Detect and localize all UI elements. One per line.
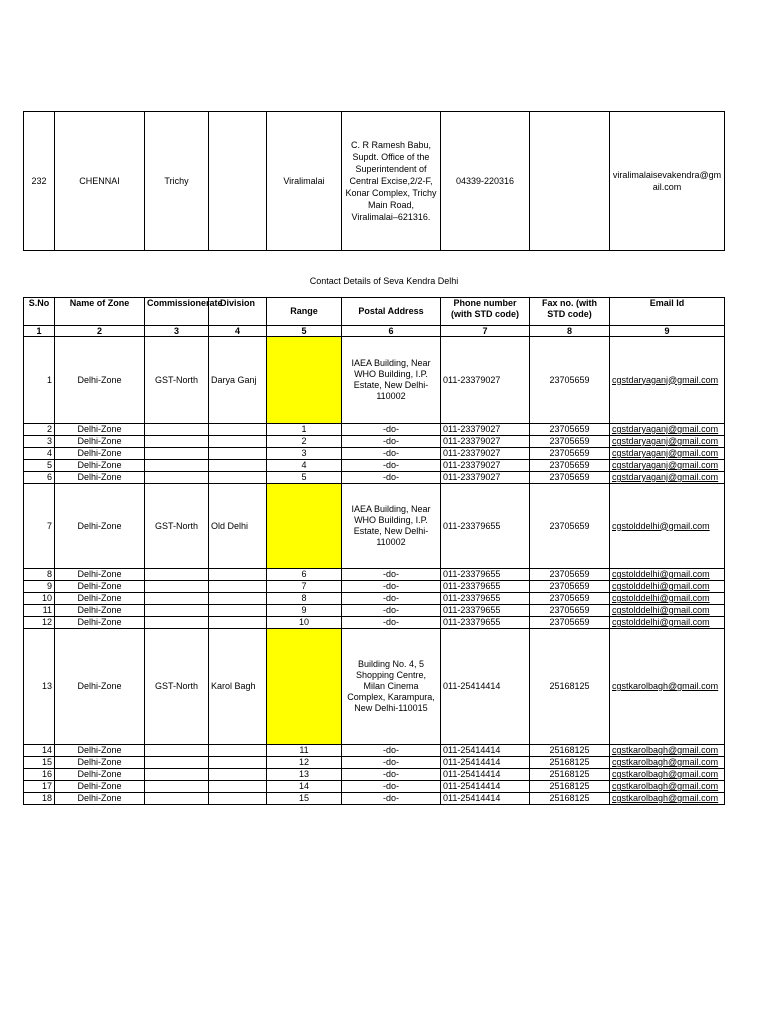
cell-fax: 23705659 xyxy=(530,424,610,436)
seva-kendra-table xyxy=(23,297,725,805)
header-range: Range xyxy=(267,298,342,326)
cell-commissionerate xyxy=(145,745,209,757)
cell-division: Karol Bagh xyxy=(209,629,267,745)
cell-sno: 232 xyxy=(24,112,55,251)
table-row xyxy=(24,337,725,424)
cell-division xyxy=(209,617,267,629)
table-row xyxy=(24,745,725,757)
cell-sno: 5 xyxy=(24,460,55,472)
cell-address: -do- xyxy=(342,605,441,617)
cell-division xyxy=(209,436,267,448)
cell-sno: 13 xyxy=(24,629,55,745)
cell-fax: 23705659 xyxy=(530,337,610,424)
cell-email[interactable]: cgstolddelhi@gmail.com xyxy=(610,617,725,629)
cell-address: IAEA Building, Near WHO Building, I.P. Estate, New Delhi-110002 xyxy=(342,337,441,424)
cell-range: 4 xyxy=(267,460,342,472)
cell-range: 10 xyxy=(267,617,342,629)
cell-division xyxy=(209,605,267,617)
cell-commissionerate xyxy=(145,424,209,436)
cell-division xyxy=(209,757,267,769)
cell-address: -do- xyxy=(342,460,441,472)
cell-phone: 011-23379655 xyxy=(441,593,530,605)
cell-sno: 4 xyxy=(24,448,55,460)
cell-range: 8 xyxy=(267,593,342,605)
header-division: Division xyxy=(209,298,267,326)
cell-email[interactable]: cgstkarolbagh@gmail.com xyxy=(610,781,725,793)
cell-email[interactable]: cgstolddelhi@gmail.com xyxy=(610,581,725,593)
cell-sno: 11 xyxy=(24,605,55,617)
cell-range: 3 xyxy=(267,448,342,460)
cell-address: -do- xyxy=(342,436,441,448)
cell-fax: 23705659 xyxy=(530,472,610,484)
cell-address: -do- xyxy=(342,617,441,629)
cell-commissionerate xyxy=(145,769,209,781)
cell-fax: 25168125 xyxy=(530,781,610,793)
table-row xyxy=(24,569,725,581)
table-row xyxy=(24,448,725,460)
cell-range: 12 xyxy=(267,757,342,769)
cell-range: Viralimalai xyxy=(267,112,342,251)
cell-division xyxy=(209,112,267,251)
cell-zone: Delhi-Zone xyxy=(55,757,145,769)
cell-sno: 9 xyxy=(24,581,55,593)
cell-address: -do- xyxy=(342,757,441,769)
cell-commissionerate xyxy=(145,460,209,472)
cell-address: -do- xyxy=(342,769,441,781)
cell-sno: 12 xyxy=(24,617,55,629)
cell-sno: 10 xyxy=(24,593,55,605)
header-row xyxy=(24,298,725,326)
cell-division xyxy=(209,424,267,436)
col-number: 7 xyxy=(441,326,530,337)
cell-address: C. R Ramesh Babu, Supdt. Office of the Superintendent of Central Excise,2/2-F, Konar Complex, Trichy Main Road, Viralimalai–621316. xyxy=(342,112,441,251)
header-email: Email Id xyxy=(610,298,725,326)
cell-range: 7 xyxy=(267,581,342,593)
cell-sno: 3 xyxy=(24,436,55,448)
cell-fax: 23705659 xyxy=(530,448,610,460)
cell-range: 14 xyxy=(267,781,342,793)
cell-division xyxy=(209,593,267,605)
cell-email[interactable]: cgstkarolbagh@gmail.com xyxy=(610,629,725,745)
cell-zone: Delhi-Zone xyxy=(55,593,145,605)
cell-sno: 15 xyxy=(24,757,55,769)
table-row xyxy=(24,112,725,251)
cell-phone: 011-23379027 xyxy=(441,472,530,484)
table-row xyxy=(24,629,725,745)
cell-range: 6 xyxy=(267,569,342,581)
cell-commissionerate: GST-North xyxy=(145,629,209,745)
header-zone: Name of Zone xyxy=(55,298,145,326)
table-row xyxy=(24,581,725,593)
cell-fax: 23705659 xyxy=(530,436,610,448)
cell-fax: 25168125 xyxy=(530,745,610,757)
cell-commissionerate xyxy=(145,569,209,581)
column-number-row xyxy=(24,326,725,337)
cell-fax: 25168125 xyxy=(530,757,610,769)
cell-phone: 011-25414414 xyxy=(441,629,530,745)
cell-commissionerate: GST-North xyxy=(145,337,209,424)
cell-commissionerate xyxy=(145,472,209,484)
header-fax: Fax no. (with STD code) xyxy=(530,298,610,326)
cell-zone: Delhi-Zone xyxy=(55,436,145,448)
cell-range xyxy=(267,629,342,745)
cell-email: viralimalaisevakendra@gmail.com xyxy=(610,112,725,251)
col-number: 6 xyxy=(342,326,441,337)
cell-zone: Delhi-Zone xyxy=(55,424,145,436)
cell-commissionerate xyxy=(145,593,209,605)
cell-range: 2 xyxy=(267,436,342,448)
cell-email[interactable]: cgstdaryaganj@gmail.com xyxy=(610,436,725,448)
table-row xyxy=(24,757,725,769)
cell-sno: 14 xyxy=(24,745,55,757)
cell-commissionerate xyxy=(145,448,209,460)
cell-commissionerate xyxy=(145,793,209,805)
cell-email[interactable]: cgstdaryaganj@gmail.com xyxy=(610,337,725,424)
table-row xyxy=(24,593,725,605)
cell-commissionerate: Trichy xyxy=(145,112,209,251)
cell-email[interactable]: cgstolddelhi@gmail.com xyxy=(610,569,725,581)
cell-address: -do- xyxy=(342,581,441,593)
cell-sno: 6 xyxy=(24,472,55,484)
cell-fax: 23705659 xyxy=(530,593,610,605)
cell-division xyxy=(209,460,267,472)
previous-entry-table xyxy=(23,111,725,251)
cell-zone: Delhi-Zone xyxy=(55,781,145,793)
cell-sno: 16 xyxy=(24,769,55,781)
cell-phone: 011-25414414 xyxy=(441,745,530,757)
cell-address: Building No. 4, 5 Shopping Centre, Milan Cinema Complex, Karampura, New Delhi-110015 xyxy=(342,629,441,745)
cell-fax: 23705659 xyxy=(530,484,610,569)
cell-email[interactable]: cgstkarolbagh@gmail.com xyxy=(610,745,725,757)
cell-phone: 011-23379655 xyxy=(441,581,530,593)
table-row xyxy=(24,617,725,629)
cell-commissionerate xyxy=(145,757,209,769)
cell-division: Old Delhi xyxy=(209,484,267,569)
table-caption: Contact Details of Seva Kendra Delhi xyxy=(309,276,459,286)
cell-sno: 7 xyxy=(24,484,55,569)
cell-zone: Delhi-Zone xyxy=(55,472,145,484)
cell-fax: 23705659 xyxy=(530,617,610,629)
cell-division xyxy=(209,781,267,793)
cell-phone: 011-23379027 xyxy=(441,436,530,448)
cell-division xyxy=(209,745,267,757)
cell-sno: 18 xyxy=(24,793,55,805)
cell-address: -do- xyxy=(342,781,441,793)
cell-division: Darya Ganj xyxy=(209,337,267,424)
cell-range: 5 xyxy=(267,472,342,484)
cell-phone: 011-23379027 xyxy=(441,337,530,424)
col-number: 5 xyxy=(267,326,342,337)
header-sno: S.No xyxy=(24,298,55,326)
cell-fax: 25168125 xyxy=(530,629,610,745)
cell-phone: 011-25414414 xyxy=(441,793,530,805)
table-row xyxy=(24,769,725,781)
cell-zone: Delhi-Zone xyxy=(55,448,145,460)
cell-email[interactable]: cgstdaryaganj@gmail.com xyxy=(610,448,725,460)
cell-fax: 25168125 xyxy=(530,793,610,805)
cell-zone: Delhi-Zone xyxy=(55,629,145,745)
cell-range xyxy=(267,337,342,424)
cell-division xyxy=(209,793,267,805)
col-number: 1 xyxy=(24,326,55,337)
cell-email[interactable]: cgstolddelhi@gmail.com xyxy=(610,484,725,569)
cell-division xyxy=(209,569,267,581)
col-number: 2 xyxy=(55,326,145,337)
cell-address: -do- xyxy=(342,472,441,484)
cell-zone: Delhi-Zone xyxy=(55,337,145,424)
cell-zone: Delhi-Zone xyxy=(55,617,145,629)
cell-address: -do- xyxy=(342,793,441,805)
cell-zone: Delhi-Zone xyxy=(55,569,145,581)
cell-phone: 011-23379027 xyxy=(441,424,530,436)
cell-zone: Delhi-Zone xyxy=(55,605,145,617)
cell-address: -do- xyxy=(342,424,441,436)
cell-fax: 25168125 xyxy=(530,769,610,781)
cell-phone: 011-25414414 xyxy=(441,769,530,781)
cell-zone: CHENNAI xyxy=(55,112,145,251)
cell-range: 9 xyxy=(267,605,342,617)
cell-range: 11 xyxy=(267,745,342,757)
cell-email[interactable]: cgstkarolbagh@gmail.com xyxy=(610,793,725,805)
col-number: 9 xyxy=(610,326,725,337)
col-number: 4 xyxy=(209,326,267,337)
table-row xyxy=(24,605,725,617)
cell-phone: 011-23379655 xyxy=(441,605,530,617)
cell-email[interactable]: cgstkarolbagh@gmail.com xyxy=(610,769,725,781)
cell-fax: 23705659 xyxy=(530,605,610,617)
cell-range: 13 xyxy=(267,769,342,781)
cell-email[interactable]: cgstolddelhi@gmail.com xyxy=(610,593,725,605)
table-row xyxy=(24,424,725,436)
header-commissionerate: Commissionerate xyxy=(145,298,209,326)
cell-commissionerate xyxy=(145,617,209,629)
cell-commissionerate xyxy=(145,581,209,593)
table-row xyxy=(24,781,725,793)
cell-division xyxy=(209,472,267,484)
cell-zone: Delhi-Zone xyxy=(55,769,145,781)
cell-division xyxy=(209,448,267,460)
table-row xyxy=(24,436,725,448)
cell-range: 1 xyxy=(267,424,342,436)
cell-email[interactable]: cgstdaryaganj@gmail.com xyxy=(610,472,725,484)
cell-email[interactable]: cgstolddelhi@gmail.com xyxy=(610,605,725,617)
cell-zone: Delhi-Zone xyxy=(55,745,145,757)
cell-phone: 011-25414414 xyxy=(441,781,530,793)
header-phone: Phone number (with STD code) xyxy=(441,298,530,326)
cell-address: -do- xyxy=(342,448,441,460)
cell-email[interactable]: cgstdaryaganj@gmail.com xyxy=(610,424,725,436)
cell-phone: 011-23379655 xyxy=(441,617,530,629)
cell-address: -do- xyxy=(342,593,441,605)
cell-sno: 2 xyxy=(24,424,55,436)
table-row xyxy=(24,472,725,484)
cell-division xyxy=(209,769,267,781)
cell-email[interactable]: cgstkarolbagh@gmail.com xyxy=(610,757,725,769)
col-number: 3 xyxy=(145,326,209,337)
cell-phone: 011-23379027 xyxy=(441,448,530,460)
cell-phone: 011-25414414 xyxy=(441,757,530,769)
cell-address: -do- xyxy=(342,745,441,757)
cell-range: 15 xyxy=(267,793,342,805)
cell-fax: 23705659 xyxy=(530,581,610,593)
cell-commissionerate xyxy=(145,436,209,448)
cell-commissionerate xyxy=(145,605,209,617)
header-address: Postal Address xyxy=(342,298,441,326)
col-number: 8 xyxy=(530,326,610,337)
cell-zone: Delhi-Zone xyxy=(55,460,145,472)
cell-phone: 011-23379027 xyxy=(441,460,530,472)
cell-phone: 011-23379655 xyxy=(441,569,530,581)
cell-commissionerate xyxy=(145,781,209,793)
cell-email[interactable]: cgstdaryaganj@gmail.com xyxy=(610,460,725,472)
cell-address: -do- xyxy=(342,569,441,581)
cell-fax: 23705659 xyxy=(530,569,610,581)
cell-zone: Delhi-Zone xyxy=(55,581,145,593)
cell-commissionerate: GST-North xyxy=(145,484,209,569)
cell-sno: 8 xyxy=(24,569,55,581)
cell-phone: 011-23379655 xyxy=(441,484,530,569)
cell-zone: Delhi-Zone xyxy=(55,793,145,805)
table-row xyxy=(24,793,725,805)
cell-division xyxy=(209,581,267,593)
table-row xyxy=(24,460,725,472)
cell-fax: 23705659 xyxy=(530,460,610,472)
cell-address: IAEA Building, Near WHO Building, I.P. Estate, New Delhi-110002 xyxy=(342,484,441,569)
cell-sno: 17 xyxy=(24,781,55,793)
table-row xyxy=(24,484,725,569)
cell-fax xyxy=(530,112,610,251)
cell-zone: Delhi-Zone xyxy=(55,484,145,569)
cell-sno: 1 xyxy=(24,337,55,424)
cell-range xyxy=(267,484,342,569)
cell-phone: 04339-220316 xyxy=(441,112,530,251)
